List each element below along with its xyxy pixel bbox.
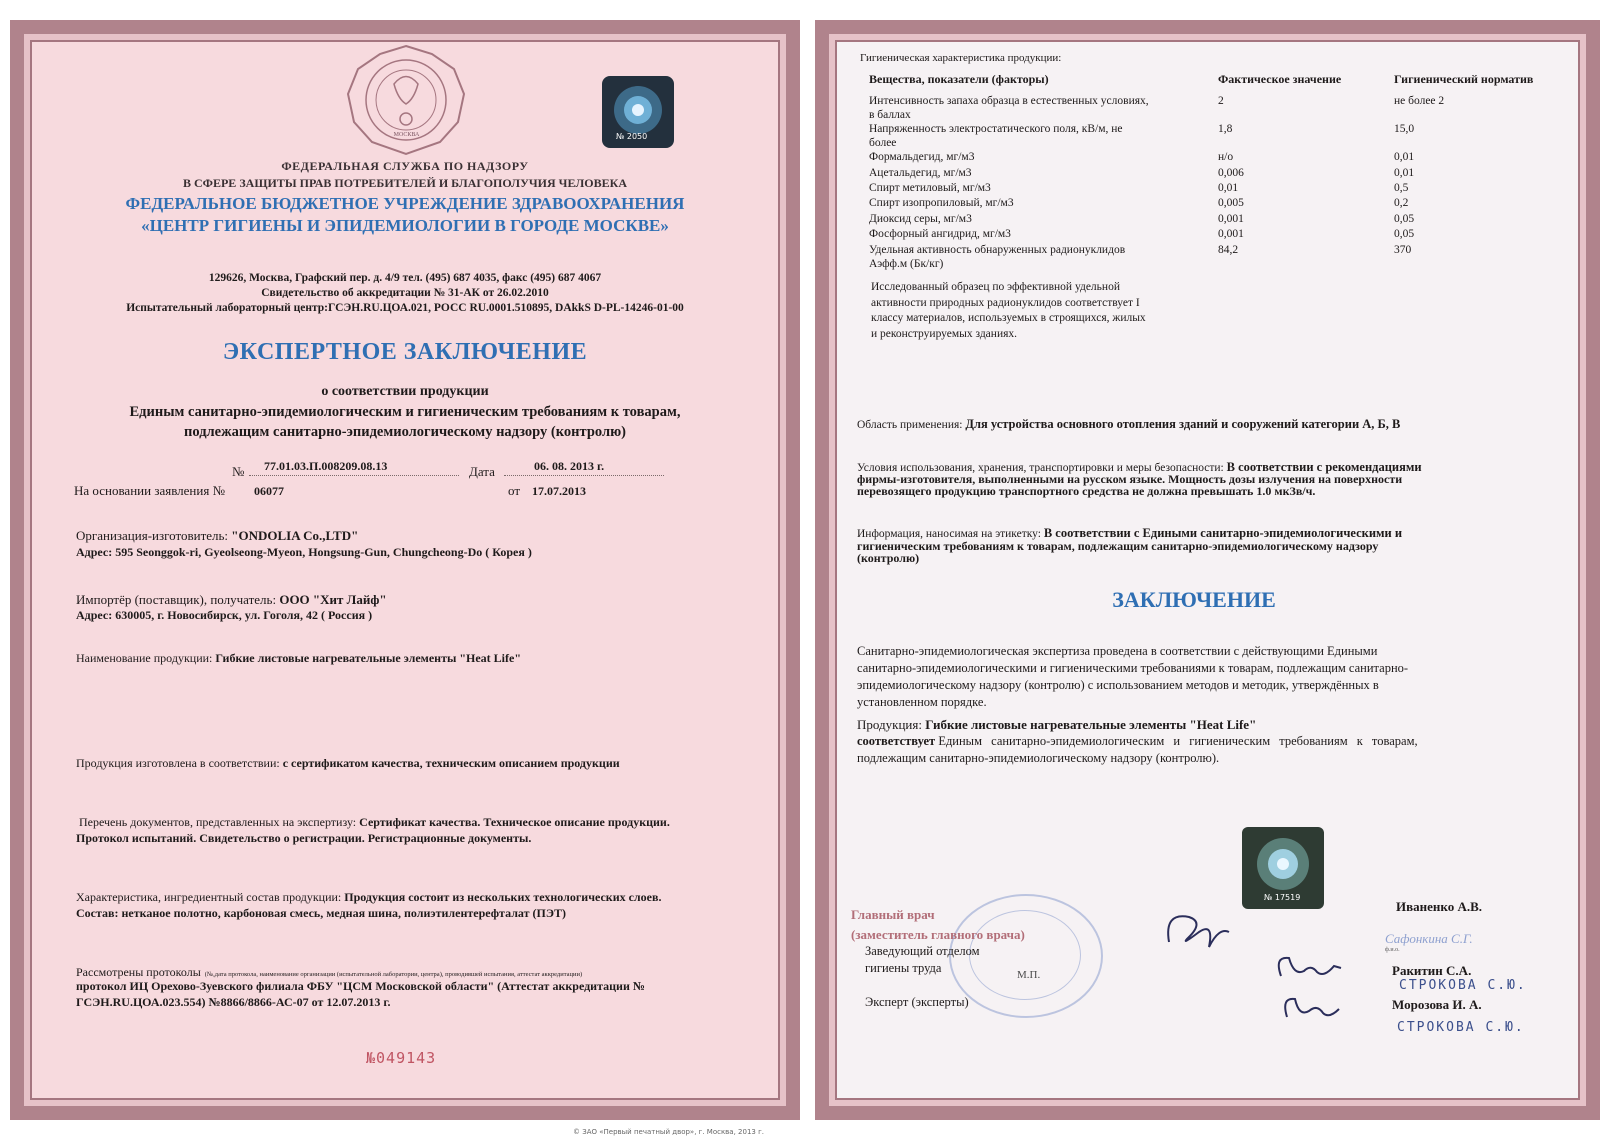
docs-row <box>79 815 779 830</box>
row-substance <box>869 94 1199 122</box>
signature-expert <box>1277 989 1347 1029</box>
chief-label-2: (заместитель главного врача) <box>851 927 1025 942</box>
row-actual-value: 0,001 <box>1218 213 1244 225</box>
row-substance-line: Ацетальдегид, мг/м3 <box>869 167 972 179</box>
conditions-value-2: фирмы-изготовителя, выполненными на русском языке. Мощность дозы излучения на поверхности <box>857 472 1403 486</box>
conclusion-product-row <box>857 717 1256 733</box>
date-value: 06. 08. 2013 г. <box>534 459 605 473</box>
row-norm-value: 0,05 <box>1394 228 1415 240</box>
product-value: Гибкие листовые нагревательные элементы "Heat Life" <box>215 651 521 665</box>
header-norm: Гигиенический норматив <box>1394 72 1534 86</box>
agency-line-2: В СФЕРЕ ЗАЩИТЫ ПРАВ ПОТРЕБИТЕЛЕЙ И БЛАГОПОЛУЧИЯ ЧЕЛОВЕКА <box>183 176 627 190</box>
row-norm-value: 370 <box>1394 244 1412 256</box>
complies-row <box>857 734 1418 749</box>
name-head: Ракитин С.А. <box>1392 963 1472 978</box>
docs-value-1: Сертификат качества. Техническое описание продукции. <box>359 815 670 829</box>
importer-address: Адрес: 630005, г. Новосибирск, ул. Гоголя, 42 ( Россия ) <box>76 608 373 622</box>
agency-line-1: ФЕДЕРАЛЬНАЯ СЛУЖБА ПО НАДЗОРУ <box>281 159 529 173</box>
number-underline <box>249 475 459 476</box>
row-actual-value: 2 <box>1218 95 1224 107</box>
protocols-value-1: протокол ИЦ Орехово-Зуевского филиала ФБУ "ЦСМ Московской области" (Аттестат аккредитации № <box>76 979 645 993</box>
row-substance <box>869 243 1199 271</box>
basis-from-value: 17.07.2013 <box>532 484 586 498</box>
row-substance-line: Формальдегид, мг/м3 <box>869 151 975 163</box>
row-norm-value: 0,05 <box>1394 213 1415 225</box>
basis-value: 06077 <box>254 484 284 498</box>
protocols-label: Рассмотрены протоколы <box>76 965 201 979</box>
conclusion-line: Санитарно-эпидемиологическая экспертиза проведена в соответствии с действующими Едиными <box>857 644 1378 658</box>
conditions-value-1: В соответствии с рекомендациями <box>1226 460 1422 474</box>
accreditation-line: Свидетельство об аккредитации № 31-АК от 26.02.2010 <box>261 287 549 299</box>
document-title: ЭКСПЕРТНОЕ ЗАКЛЮЧЕНИЕ <box>222 339 588 365</box>
row-substance-line: более <box>869 137 897 149</box>
row-substance <box>869 227 1199 241</box>
org-address: Адрес: 595 Seonggok-ri, Gyeolseong-Myeon, Hongsung-Gun, Chungcheong-Do ( Корея ) <box>76 545 532 559</box>
hologram-right-number: № 17519 <box>1264 893 1301 902</box>
row-norm-value: 0,2 <box>1394 197 1409 209</box>
signature-chief <box>1159 902 1239 962</box>
product-row <box>76 651 521 666</box>
subtitle-3: подлежащим санитарно-эпидемиологическому надзору (контролю) <box>184 424 626 440</box>
row-actual-value: 1,8 <box>1218 123 1233 135</box>
hologram-sticker <box>602 76 674 148</box>
left-page <box>10 20 800 1120</box>
row-substance <box>869 196 1199 210</box>
row-substance-line: Фосфорный ангидрид, мг/м3 <box>869 228 1011 240</box>
docs-label: Перечень документов, представленных на экспертизу: <box>79 815 357 829</box>
row-actual-value: н/о <box>1218 151 1234 163</box>
row-norm-value: 0,01 <box>1394 167 1415 179</box>
conclusion-product-value: Гибкие листовые нагревательные элементы "Heat Life" <box>925 717 1257 732</box>
date-underline <box>504 475 664 476</box>
row-substance <box>869 212 1199 226</box>
char-value-1: Продукция состоит из нескольких технологических слоев. <box>344 890 662 904</box>
conditions-value-3: перевозящего продукцию транспортного средства не должна превышать 1.0 мкЗв/ч. <box>857 484 1316 498</box>
row-substance <box>869 181 1199 195</box>
number-label: № <box>232 464 245 479</box>
row-substance-line: в баллах <box>869 109 911 121</box>
row-substance <box>869 150 1199 164</box>
note-line: активности природных радионуклидов соответствует I <box>871 296 1140 309</box>
conclusion-line: установленном порядке. <box>857 695 987 709</box>
row-actual-value: 84,2 <box>1218 244 1239 256</box>
importer-row <box>76 592 387 608</box>
char-row <box>76 890 776 905</box>
label-info-value-2: гигиеническим требованиям к товарам, подлежащим санитарно-эпидемиологическому надзору <box>857 539 1379 553</box>
scope-row <box>857 417 1400 432</box>
stamp-name-expert: СТРОКОВА С.Ю. <box>1397 1020 1525 1035</box>
subtitle-1: о соответствии продукции <box>321 384 489 399</box>
scope-label: Область применения: <box>857 419 963 431</box>
institution-line-2: «ЦЕНТР ГИГИЕНЫ И ЭПИДЕМИОЛОГИИ В ГОРОДЕ МОСКВЕ» <box>141 216 669 235</box>
row-substance-line: Напряженность электростатического поля, кВ/м, не <box>869 123 1123 135</box>
name-chief-stamp: Сафонкина С.Г. <box>1385 931 1473 946</box>
fio-small: ф.и.о. <box>1385 947 1400 953</box>
row-norm-value: 0,01 <box>1394 151 1415 163</box>
row-substance-line: Диоксид серы, мг/м3 <box>869 213 972 225</box>
label-info-value-1: В соответствии с Едиными санитарно-эпидемиологическими и <box>1043 526 1403 540</box>
basis-label: На основании заявления № <box>74 483 225 498</box>
conclusion-line: эпидемиологическому надзору (контролю) с использованием методов и методик, утверждённых в <box>857 678 1379 692</box>
protocols-value-2: ГСЭН.RU.ЦОА.023.554) №8866/8866-АС-07 от 12.07.2013 г. <box>76 995 391 1009</box>
complies-rest: Единым санитарно-эпидемиологическим и гигиеническим требованиям к товарам, <box>938 734 1418 748</box>
org-value: "ONDOLIA Co.,LTD" <box>231 528 359 543</box>
product-label: Наименование продукции: <box>76 651 213 665</box>
complies-bold: соответствует <box>857 734 936 748</box>
row-substance-line: Аэфф.м (Бк/кг) <box>869 258 944 270</box>
address-line: 129626, Москва, Графский пер. д. 4/9 тел. (495) 687 4035, факс (495) 687 4067 <box>208 272 602 284</box>
label-info-label: Информация, наносимая на этикетку: <box>857 528 1041 540</box>
note-block <box>871 280 1146 342</box>
row-substance <box>869 122 1199 150</box>
importer-value: ООО "Хит Лайф" <box>279 592 387 607</box>
row-actual-value: 0,001 <box>1218 228 1244 240</box>
row-substance-line: Интенсивность запаха образца в естественных условиях, <box>869 95 1149 107</box>
row-actual-value: 0,01 <box>1218 182 1239 194</box>
name-expert: Морозова И. А. <box>1392 997 1482 1012</box>
protocols-small: (№,дата протокола, наименование организации (испытательной лаборатории, центра), проводившей испытания, аттестат аккредитации) <box>204 971 583 978</box>
name-chief: Иваненко А.В. <box>1396 899 1483 914</box>
conclusion-title: ЗАКЛЮЧЕНИЕ <box>1112 587 1276 612</box>
note-line: и реконструируемых зданиях. <box>871 327 1018 340</box>
row-norm-value: 0,5 <box>1394 182 1409 194</box>
row-substance-line: Спирт метиловый, мг/м3 <box>869 182 991 194</box>
row-norm-value: не более 2 <box>1394 95 1445 107</box>
basis-from-label: от <box>508 483 521 498</box>
char-label: Характеристика, ингредиентный состав продукции: <box>76 890 342 904</box>
conclusion-paragraph <box>857 643 1408 711</box>
row-actual-value: 0,006 <box>1218 167 1244 179</box>
conclusion-product-label: Продукция: <box>857 717 922 732</box>
expert-label: Эксперт (эксперты) <box>865 995 969 1009</box>
note-line: Исследованный образец по эффективной удельной <box>871 281 1120 293</box>
signature-head <box>1269 946 1349 991</box>
table-title: Гигиеническая характеристика продукции: <box>860 52 1062 64</box>
conclusion-line: санитарно-эпидемиологическими и гигиеническими требованиями к товарам, подлежащим санитарно- <box>857 661 1409 675</box>
complies-line-2: подлежащим санитарно-эпидемиологическому надзору (контролю). <box>857 751 1220 765</box>
hologram-number: № 2050 <box>616 132 648 141</box>
footer-printer: © ЗАО «Первый печатный двор», г. Москва, 2013 г. <box>573 1128 764 1136</box>
header-actual: Фактическое значение <box>1218 72 1342 86</box>
label-info-value-3: (контролю) <box>857 551 920 565</box>
mp-label: М.П. <box>1017 969 1041 981</box>
made-label: Продукция изготовлена в соответствии: <box>76 756 280 770</box>
row-actual-value: 0,005 <box>1218 197 1244 209</box>
emblem-seal <box>344 44 469 156</box>
serial-number: №049143 <box>366 1049 437 1067</box>
docs-value-2: Протокол испытаний. Свидетельство о регистрации. Регистрационные документы. <box>76 831 532 845</box>
date-label: Дата <box>469 464 495 479</box>
char-value-2: Состав: нетканое полотно, карбоновая смесь, медная шина, полиэтилентерефталат (ПЭТ) <box>76 906 566 920</box>
org-label: Организация-изготовитель: <box>76 528 229 543</box>
row-substance-line: Спирт изопропиловый, мг/м3 <box>869 197 1014 209</box>
importer-label: Импортёр (поставщик), получатель: <box>76 592 277 607</box>
note-line: классу материалов, используемых в строящихся, жилых <box>871 312 1146 324</box>
row-substance-line: Удельная активность обнаруженных радионуклидов <box>869 244 1126 256</box>
right-page <box>815 20 1600 1120</box>
scope-value: Для устройства основного отопления зданий и сооружений категории А, Б, В <box>965 417 1401 431</box>
made-value: с сертификатом качества, техническим описанием продукции <box>282 756 620 770</box>
lab-line: Испытательный лабораторный центр:ГСЭН.RU.ЦОА.021, РОСС RU.0001.510895, DAkkS D-PL-14246-01-00 <box>126 302 684 314</box>
hologram-sticker-right <box>1242 827 1324 909</box>
institution-line-1: ФЕДЕРАЛЬНОЕ БЮДЖЕТНОЕ УЧРЕЖДЕНИЕ ЗДРАВООХРАНЕНИЯ <box>125 194 685 213</box>
row-substance <box>869 166 1199 180</box>
stamp-name-head: СТРОКОВА С.Ю. <box>1399 978 1527 993</box>
subtitle-2: Единым санитарно-эпидемиологическим и гигиеническим требованиям к товарам, <box>129 404 681 420</box>
head-label-1: Заведующий отделом <box>865 944 980 958</box>
header-substance: Вещества, показатели (факторы) <box>869 72 1049 86</box>
head-label-2: гигиены труда <box>865 961 942 975</box>
row-norm-value: 15,0 <box>1394 123 1415 135</box>
number-value: 77.01.03.П.008209.08.13 <box>264 459 388 473</box>
chief-label-1: Главный врач <box>851 907 935 922</box>
conditions-label: Условия использования, хранения, транспортировки и меры безопасности: <box>857 462 1224 474</box>
seal-caption: МОСКВА <box>393 132 420 138</box>
org-row <box>76 528 358 544</box>
made-row <box>76 756 620 771</box>
